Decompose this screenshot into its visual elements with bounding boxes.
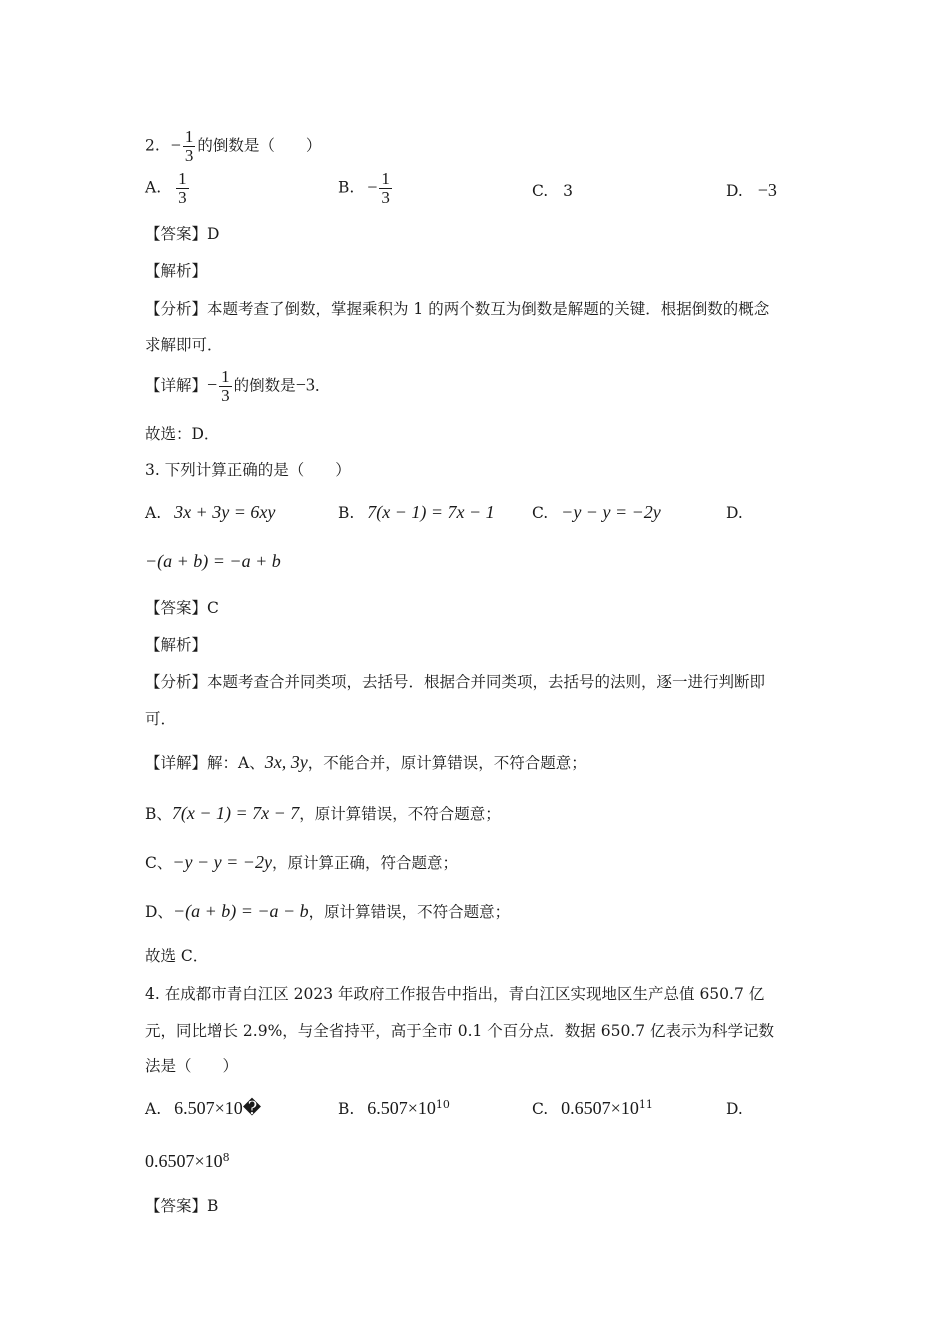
q2-stem-text: 的倒数是（ ） xyxy=(197,136,322,155)
q3-answer: 【答案】C xyxy=(145,599,219,617)
q3-option-b: B. 7(x − 1) = 7x − 1 xyxy=(338,502,495,522)
q2-choose: 故选：D． xyxy=(145,425,220,443)
q3-option-d-label: D. xyxy=(726,504,743,522)
q3-detail-c: C、−y − y = −2y，原计算正确，符合题意； xyxy=(145,852,458,872)
q2-answer: 【答案】D xyxy=(145,225,220,243)
q3-option-d: −(a + b) = −a + b xyxy=(145,551,281,571)
q4-option-b: B. $6.507\times 10^{10}$ xyxy=(338,1097,450,1118)
q3-option-c: C. −y − y = −2y xyxy=(532,502,661,522)
q2-analysis-line1: 【分析】本题考查了倒数，掌握乘积为 1 的两个数互为倒数是解题的关键．根据倒数的概念 xyxy=(145,300,770,318)
q3-stem: 3. 下列计算正确的是（ ） xyxy=(145,461,351,479)
q4-option-d-label: D. xyxy=(726,1100,743,1118)
q2-analysis-header: 【解析】 xyxy=(145,262,208,280)
q3-analysis-header: 【解析】 xyxy=(145,636,208,654)
q3-choose: 故选 C． xyxy=(145,947,209,965)
q2-option-d: D. −3 xyxy=(726,180,777,200)
q3-detail-b: B、7(x − 1) = 7x − 7，原计算错误，不符合题意； xyxy=(145,803,501,823)
q3-option-a: A. 3x + 3y = 6xy xyxy=(145,502,276,522)
q4-stem-line2: 元，同比增长 2.9%，与全省持平，高于全市 0.1 个百分点．数据 650.7 亿表示为科学记数 xyxy=(145,1022,775,1040)
q3-detail-a: 【详解】解：A、3x, 3y，不能合并，原计算错误，不符合题意； xyxy=(145,752,587,772)
q4-option-a: A. 6.507×10� xyxy=(145,1098,262,1118)
q2-detail: 【详解】− $\frac{1}{3}$ 的倒数是−3． xyxy=(145,367,331,405)
q2-option-c: C. 3 xyxy=(532,182,574,200)
q4-stem-line3: 法是（ ） xyxy=(145,1057,239,1075)
q2-option-b: B. − $\frac{1}{3}$ xyxy=(338,169,390,207)
q2-stem: 2. − $\frac{1}{3}$ 的倒数是（ ） xyxy=(145,127,322,165)
q2-option-a: A. $\frac{1}{3}$ xyxy=(145,169,187,207)
q4-answer: 【答案】B xyxy=(145,1197,219,1215)
q3-analysis-line2: 可． xyxy=(145,710,177,728)
q4-stem-line1: 4. 在成都市青白江区 2023 年政府工作报告中指出，青白江区实现地区生产总值 650.7 亿 xyxy=(145,985,765,1003)
q2-analysis-line2: 求解即可． xyxy=(145,336,223,354)
q4-option-c: C. $0.6507\times 10^{11}$ xyxy=(532,1097,653,1118)
q4-option-d: $0.6507\times 10^8$ xyxy=(145,1150,230,1171)
q3-analysis-line1: 【分析】本题考查合并同类项，去括号．根据合并同类项，去括号的法则，逐一进行判断即 xyxy=(145,673,766,691)
q2-stem-fraction: $\frac{1}{3}$ xyxy=(184,127,194,165)
q2-number: 2. xyxy=(145,136,160,155)
q3-detail-d: D、−(a + b) = −a − b，原计算错误，不符合题意； xyxy=(145,901,511,921)
